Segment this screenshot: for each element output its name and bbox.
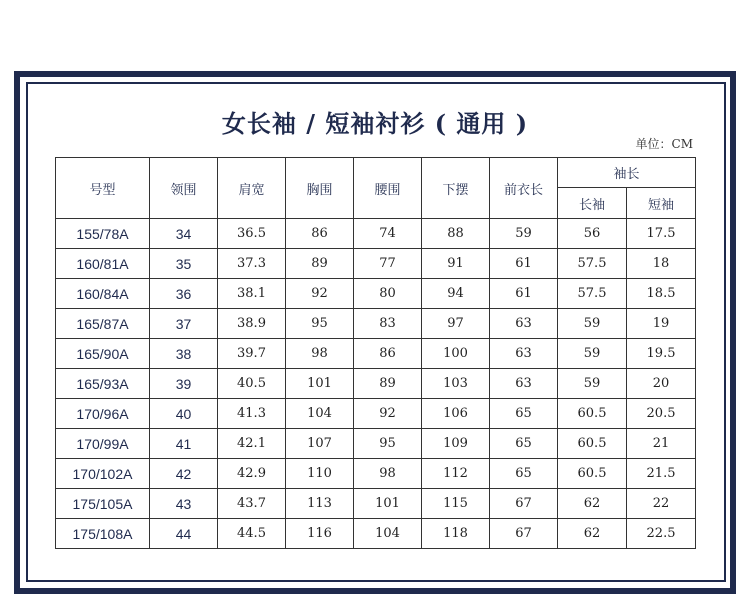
cell-waist: 86	[354, 339, 422, 369]
cell-waist: 92	[354, 399, 422, 429]
cell-chest: 89	[286, 249, 354, 279]
cell-collar: 34	[150, 219, 218, 249]
cell-collar: 41	[150, 429, 218, 459]
cell-chest: 104	[286, 399, 354, 429]
cell-short-sleeve: 19	[627, 309, 696, 339]
cell-size: 170/96A	[56, 399, 150, 429]
cell-shoulder: 38.1	[218, 279, 286, 309]
cell-long-sleeve: 62	[558, 489, 627, 519]
table-row	[56, 519, 696, 549]
cell-short-sleeve: 20.5	[627, 399, 696, 429]
cell-collar: 43	[150, 489, 218, 519]
cell-waist: 95	[354, 429, 422, 459]
cell-size: 160/81A	[56, 249, 150, 279]
cell-short-sleeve: 17.5	[627, 219, 696, 249]
table-body	[56, 219, 696, 549]
cell-collar: 35	[150, 249, 218, 279]
cell-shoulder: 42.1	[218, 429, 286, 459]
cell-chest: 98	[286, 339, 354, 369]
cell-size: 170/99A	[56, 429, 150, 459]
cell-shoulder: 36.5	[218, 219, 286, 249]
cell-short-sleeve: 22.5	[627, 519, 696, 549]
cell-size: 155/78A	[56, 219, 150, 249]
cell-size: 160/84A	[56, 279, 150, 309]
cell-collar: 37	[150, 309, 218, 339]
cell-shoulder: 38.9	[218, 309, 286, 339]
cell-front-length: 65	[490, 429, 558, 459]
cell-long-sleeve: 62	[558, 519, 627, 549]
table-row	[56, 489, 696, 519]
cell-long-sleeve: 60.5	[558, 429, 627, 459]
cell-long-sleeve: 60.5	[558, 459, 627, 489]
table-row	[56, 219, 696, 249]
cell-shoulder: 37.3	[218, 249, 286, 279]
header-sleeve: 袖长	[558, 158, 696, 188]
cell-short-sleeve: 20	[627, 369, 696, 399]
cell-shoulder: 40.5	[218, 369, 286, 399]
cell-chest: 116	[286, 519, 354, 549]
table-row	[56, 429, 696, 459]
table-row	[56, 249, 696, 279]
cell-front-length: 67	[490, 519, 558, 549]
cell-hem: 88	[422, 219, 490, 249]
table-row	[56, 399, 696, 429]
header-short-sleeve: 短袖	[627, 188, 696, 219]
cell-waist: 104	[354, 519, 422, 549]
size-table	[55, 157, 696, 549]
cell-shoulder: 44.5	[218, 519, 286, 549]
cell-chest: 113	[286, 489, 354, 519]
cell-shoulder: 42.9	[218, 459, 286, 489]
cell-hem: 97	[422, 309, 490, 339]
cell-size: 175/108A	[56, 519, 150, 549]
cell-shoulder: 43.7	[218, 489, 286, 519]
cell-collar: 42	[150, 459, 218, 489]
cell-hem: 100	[422, 339, 490, 369]
header-row	[56, 158, 696, 188]
cell-shoulder: 39.7	[218, 339, 286, 369]
header-chest: 胸围	[286, 158, 354, 219]
cell-chest: 110	[286, 459, 354, 489]
unit-label: 单位：CM	[635, 137, 693, 151]
cell-shoulder: 41.3	[218, 399, 286, 429]
cell-hem: 103	[422, 369, 490, 399]
cell-chest: 92	[286, 279, 354, 309]
cell-short-sleeve: 19.5	[627, 339, 696, 369]
cell-front-length: 63	[490, 339, 558, 369]
cell-long-sleeve: 59	[558, 339, 627, 369]
cell-long-sleeve: 59	[558, 369, 627, 399]
cell-waist: 89	[354, 369, 422, 399]
table-row	[56, 309, 696, 339]
table-row	[56, 459, 696, 489]
cell-long-sleeve: 56	[558, 219, 627, 249]
cell-size: 165/93A	[56, 369, 150, 399]
cell-waist: 74	[354, 219, 422, 249]
header-collar: 领围	[150, 158, 218, 219]
cell-long-sleeve: 60.5	[558, 399, 627, 429]
header-hem: 下摆	[422, 158, 490, 219]
cell-long-sleeve: 57.5	[558, 279, 627, 309]
page-title: 女长袖 / 短袖衬衫 ( 通用 )	[221, 109, 529, 138]
cell-hem: 112	[422, 459, 490, 489]
cell-chest: 101	[286, 369, 354, 399]
cell-hem: 115	[422, 489, 490, 519]
cell-front-length: 63	[490, 369, 558, 399]
cell-size: 170/102A	[56, 459, 150, 489]
header-size: 号型	[56, 158, 150, 219]
cell-size: 175/105A	[56, 489, 150, 519]
cell-chest: 86	[286, 219, 354, 249]
cell-front-length: 67	[490, 489, 558, 519]
table-row	[56, 369, 696, 399]
table-row	[56, 279, 696, 309]
cell-collar: 36	[150, 279, 218, 309]
cell-collar: 40	[150, 399, 218, 429]
cell-short-sleeve: 21.5	[627, 459, 696, 489]
cell-front-length: 61	[490, 279, 558, 309]
cell-short-sleeve: 22	[627, 489, 696, 519]
table-row	[56, 339, 696, 369]
cell-waist: 80	[354, 279, 422, 309]
cell-collar: 38	[150, 339, 218, 369]
cell-front-length: 61	[490, 249, 558, 279]
cell-hem: 118	[422, 519, 490, 549]
cell-hem: 91	[422, 249, 490, 279]
cell-size: 165/90A	[56, 339, 150, 369]
cell-long-sleeve: 57.5	[558, 249, 627, 279]
cell-front-length: 63	[490, 309, 558, 339]
cell-front-length: 65	[490, 399, 558, 429]
cell-collar: 39	[150, 369, 218, 399]
cell-front-length: 65	[490, 459, 558, 489]
cell-waist: 98	[354, 459, 422, 489]
cell-long-sleeve: 59	[558, 309, 627, 339]
header-long-sleeve: 长袖	[558, 188, 627, 219]
cell-waist: 101	[354, 489, 422, 519]
cell-short-sleeve: 18	[627, 249, 696, 279]
cell-collar: 44	[150, 519, 218, 549]
cell-waist: 77	[354, 249, 422, 279]
cell-waist: 83	[354, 309, 422, 339]
header-front-length: 前衣长	[490, 158, 558, 219]
cell-chest: 95	[286, 309, 354, 339]
cell-hem: 109	[422, 429, 490, 459]
header-shoulder: 肩宽	[218, 158, 286, 219]
cell-short-sleeve: 18.5	[627, 279, 696, 309]
cell-size: 165/87A	[56, 309, 150, 339]
cell-short-sleeve: 21	[627, 429, 696, 459]
cell-front-length: 59	[490, 219, 558, 249]
cell-hem: 106	[422, 399, 490, 429]
cell-hem: 94	[422, 279, 490, 309]
cell-chest: 107	[286, 429, 354, 459]
header-waist: 腰围	[354, 158, 422, 219]
